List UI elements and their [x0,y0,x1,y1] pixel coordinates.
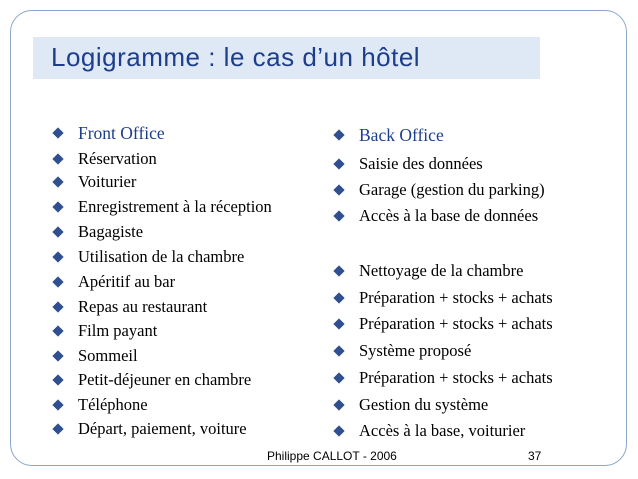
diamond-bullet-icon [52,127,63,138]
back-office-heading [333,125,444,145]
diamond-bullet-icon [333,265,344,276]
list-item [333,206,538,226]
front-office-heading [52,123,165,143]
diamond-bullet-icon [52,201,63,212]
list-item-text: Préparation + stocks + achats [359,368,553,387]
list-item-text: Téléphone [78,395,148,414]
list-item [52,197,272,217]
list-item [52,149,157,169]
list-item-text: Repas au restaurant [78,297,208,316]
diamond-bullet-icon [52,423,63,434]
list-item [333,421,525,441]
list-item [52,272,175,292]
list-item [52,395,148,415]
list-item-text: Saisie des données [359,154,483,173]
list-item-text: Réservation [78,149,157,168]
diamond-bullet-icon [333,210,344,221]
list-item [52,222,143,242]
list-item [333,154,483,174]
list-item-text: Voiturier [78,172,137,191]
page-number: 37 [528,449,542,463]
diamond-bullet-icon [52,399,63,410]
diamond-bullet-icon [52,301,63,312]
list-item-text: Sommeil [78,346,138,365]
diamond-bullet-icon [333,318,344,329]
list-item [52,297,207,317]
diamond-bullet-icon [52,350,63,361]
diamond-bullet-icon [333,292,344,303]
diamond-bullet-icon [52,325,63,336]
list-item [52,419,247,439]
back-office-heading-text: Back Office [359,125,444,145]
diamond-bullet-icon [52,374,63,385]
list-item [52,370,251,390]
list-item [52,247,244,267]
list-item [333,180,545,200]
list-item-text: Enregistrement à la réception [78,197,272,216]
diamond-bullet-icon [333,158,344,169]
diamond-bullet-icon [333,425,344,436]
diamond-bullet-icon [52,153,63,164]
list-item [52,346,138,366]
list-item-text: Accès à la base de données [359,206,539,225]
footer-author: Philippe CALLOT - 2006 [267,449,397,463]
list-item [333,341,471,361]
front-office-heading-text: Front Office [78,123,165,143]
list-item-text: Gestion du système [359,395,489,414]
slide-title: Logigramme : le cas d’un hôtel [51,42,421,72]
list-item-text: Bagagiste [78,222,144,241]
list-item-text: Film payant [78,321,158,340]
list-item [333,261,523,281]
list-item-text: Utilisation de la chambre [78,247,245,266]
diamond-bullet-icon [333,345,344,356]
list-item-text: Préparation + stocks + achats [359,288,553,307]
list-item-text: Préparation + stocks + achats [359,314,553,333]
list-item-text: Système proposé [359,341,472,360]
list-item-text: Départ, paiement, voiture [78,419,247,438]
diamond-bullet-icon [52,226,63,237]
list-item [52,321,157,341]
list-item-text: Nettoyage de la chambre [359,261,524,280]
list-item [333,395,488,415]
diamond-bullet-icon [52,176,63,187]
diamond-bullet-icon [52,251,63,262]
diamond-bullet-icon [333,129,344,140]
diamond-bullet-icon [333,184,344,195]
list-item [333,288,553,308]
diamond-bullet-icon [52,276,63,287]
list-item-text: Apéritif au bar [78,272,176,291]
list-item [333,368,553,388]
list-item [333,314,553,334]
list-item-text: Garage (gestion du parking) [359,180,545,199]
list-item-text: Petit-déjeuner en chambre [78,370,252,389]
diamond-bullet-icon [333,399,344,410]
diamond-bullet-icon [333,372,344,383]
list-item-text: Accès à la base, voiturier [359,421,526,440]
list-item [52,172,136,192]
